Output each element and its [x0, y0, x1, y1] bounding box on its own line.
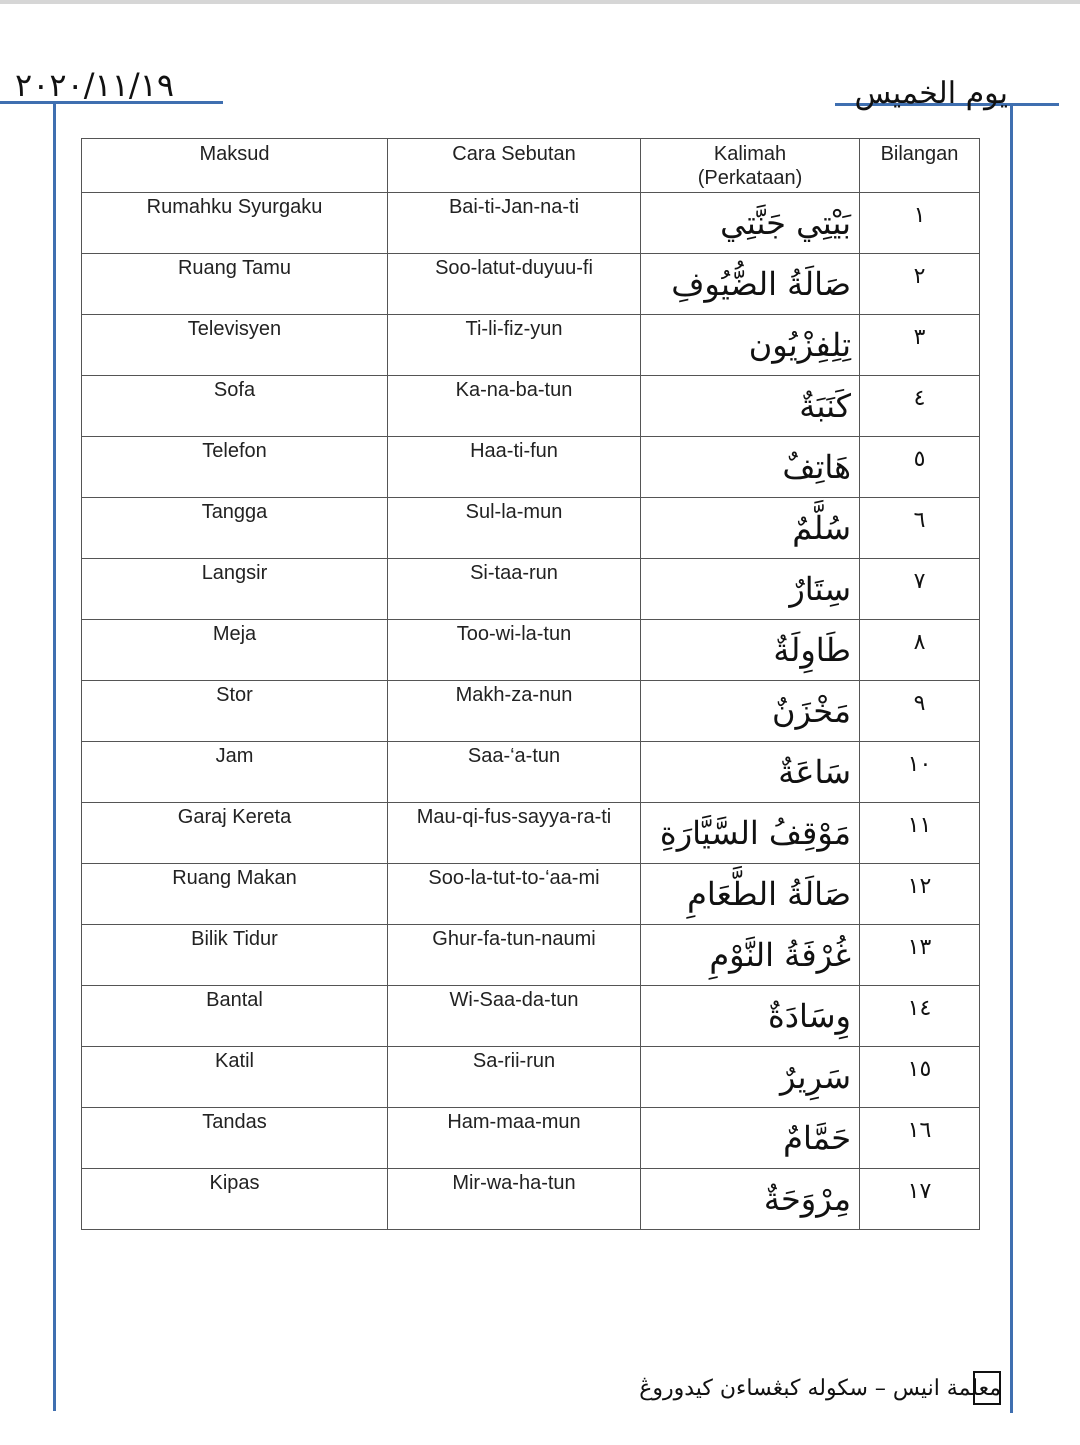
table-row: [82, 681, 980, 742]
pronunciation-cell: Bai-ti-Jan-na-ti: [388, 193, 641, 254]
arabic-word-cell: سُلَّمٌ: [641, 498, 860, 559]
meaning-cell: Televisyen: [82, 315, 388, 376]
arabic-word-cell: بَيْتِي جَنَّتِي: [641, 193, 860, 254]
number-cell: ١٠: [860, 742, 980, 803]
table-row: [82, 986, 980, 1047]
number-cell: ١٦: [860, 1108, 980, 1169]
number-cell: ١٤: [860, 986, 980, 1047]
pronunciation-cell: Ghur-fa-tun-naumi: [388, 925, 641, 986]
meaning-cell: Ruang Tamu: [82, 254, 388, 315]
meaning-cell: Langsir: [82, 559, 388, 620]
header-word-label: Kalimah (Perkataan): [697, 143, 803, 189]
right-vertical-border-line: [1010, 103, 1013, 1413]
meaning-cell: Bantal: [82, 986, 388, 1047]
pronunciation-cell: Sa-rii-run: [388, 1047, 641, 1108]
arabic-word-cell: هَاتِفٌ: [641, 437, 860, 498]
number-cell: ٣: [860, 315, 980, 376]
table-row: [82, 620, 980, 681]
pronunciation-cell: Sul-la-mun: [388, 498, 641, 559]
number-cell: ٥: [860, 437, 980, 498]
meaning-cell: Tandas: [82, 1108, 388, 1169]
pronunciation-cell: Ti-li-fiz-yun: [388, 315, 641, 376]
number-cell: ١٢: [860, 864, 980, 925]
pronunciation-cell: Ham-maa-mun: [388, 1108, 641, 1169]
arabic-word-cell: صَالَةُ الضُّيُوفِ: [641, 254, 860, 315]
arabic-word-cell: طَاوِلَةٌ: [641, 620, 860, 681]
meaning-cell: Meja: [82, 620, 388, 681]
table-row: [82, 803, 980, 864]
meaning-cell: Katil: [82, 1047, 388, 1108]
meaning-cell: Jam: [82, 742, 388, 803]
arabic-word-cell: مِرْوَحَةٌ: [641, 1169, 860, 1230]
meaning-cell: Garaj Kereta: [82, 803, 388, 864]
arabic-word-cell: مَخْزَنٌ: [641, 681, 860, 742]
meaning-cell: Kipas: [82, 1169, 388, 1230]
pronunciation-cell: Ka-na-ba-tun: [388, 376, 641, 437]
table-row: [82, 864, 980, 925]
arabic-word-cell: وِسَادَةٌ: [641, 986, 860, 1047]
arabic-word-cell: مَوْقِفُ السَّيَّارَةِ: [641, 803, 860, 864]
arabic-word-cell: سِتَارٌ: [641, 559, 860, 620]
number-cell: ١: [860, 193, 980, 254]
header-word: [641, 139, 860, 193]
pronunciation-cell: Too-wi-la-tun: [388, 620, 641, 681]
meaning-cell: Stor: [82, 681, 388, 742]
table-body: [82, 193, 980, 1230]
arabic-word-cell: سَاعَةٌ: [641, 742, 860, 803]
meaning-cell: Sofa: [82, 376, 388, 437]
pronunciation-cell: Haa-ti-fun: [388, 437, 641, 498]
table-row: [82, 437, 980, 498]
top-strip: [0, 0, 1080, 4]
pronunciation-cell: Mir-wa-ha-tun: [388, 1169, 641, 1230]
pronunciation-cell: Soo-latut-duyuu-fi: [388, 254, 641, 315]
meaning-cell: Telefon: [82, 437, 388, 498]
left-vertical-border-line: [53, 101, 56, 1411]
header-number: Bilangan: [860, 139, 980, 193]
number-cell: ١٥: [860, 1047, 980, 1108]
pronunciation-cell: Si-taa-run: [388, 559, 641, 620]
table-row: [82, 1047, 980, 1108]
footer-signature: معلمة انيس – سكوله كبڠساءن كيدوروڠ: [639, 1376, 1001, 1401]
table-row: [82, 925, 980, 986]
day-heading: يوم الخميس: [854, 76, 1008, 111]
header-pronunciation: Cara Sebutan: [388, 139, 641, 193]
number-cell: ٤: [860, 376, 980, 437]
table-row: [82, 1169, 980, 1230]
pronunciation-cell: Soo-la-tut-to-‘aa-mi: [388, 864, 641, 925]
number-cell: ٦: [860, 498, 980, 559]
number-cell: ٩: [860, 681, 980, 742]
pronunciation-cell: Mau-qi-fus-sayya-ra-ti: [388, 803, 641, 864]
table-row: [82, 376, 980, 437]
number-cell: ٢: [860, 254, 980, 315]
pronunciation-cell: Wi-Saa-da-tun: [388, 986, 641, 1047]
table-row: [82, 193, 980, 254]
arabic-word-cell: سَرِيرٌ: [641, 1047, 860, 1108]
meaning-cell: Tangga: [82, 498, 388, 559]
vocabulary-table: [81, 138, 980, 1230]
pronunciation-cell: Saa-‘a-tun: [388, 742, 641, 803]
date-heading: ٢٠٢٠/١١/١٩: [15, 66, 175, 104]
meaning-cell: Ruang Makan: [82, 864, 388, 925]
number-cell: ١٧: [860, 1169, 980, 1230]
header-meaning: Maksud: [82, 139, 388, 193]
meaning-cell: Bilik Tidur: [82, 925, 388, 986]
number-cell: ٨: [860, 620, 980, 681]
arabic-word-cell: صَالَةُ الطَّعَامِ: [641, 864, 860, 925]
arabic-word-cell: كَنَبَةٌ: [641, 376, 860, 437]
meaning-cell: Rumahku Syurgaku: [82, 193, 388, 254]
number-cell: ١٣: [860, 925, 980, 986]
arabic-word-cell: تِلِفِزْيُون: [641, 315, 860, 376]
table-row: [82, 498, 980, 559]
table-row: [82, 1108, 980, 1169]
table-row: [82, 559, 980, 620]
table-row: [82, 742, 980, 803]
arabic-word-cell: حَمَّامٌ: [641, 1108, 860, 1169]
table-header-row: [82, 139, 980, 193]
pronunciation-cell: Makh-za-nun: [388, 681, 641, 742]
arabic-word-cell: غُرْفَةُ النَّوْمِ: [641, 925, 860, 986]
table-row: [82, 254, 980, 315]
number-cell: ٧: [860, 559, 980, 620]
number-cell: ١١: [860, 803, 980, 864]
table-row: [82, 315, 980, 376]
